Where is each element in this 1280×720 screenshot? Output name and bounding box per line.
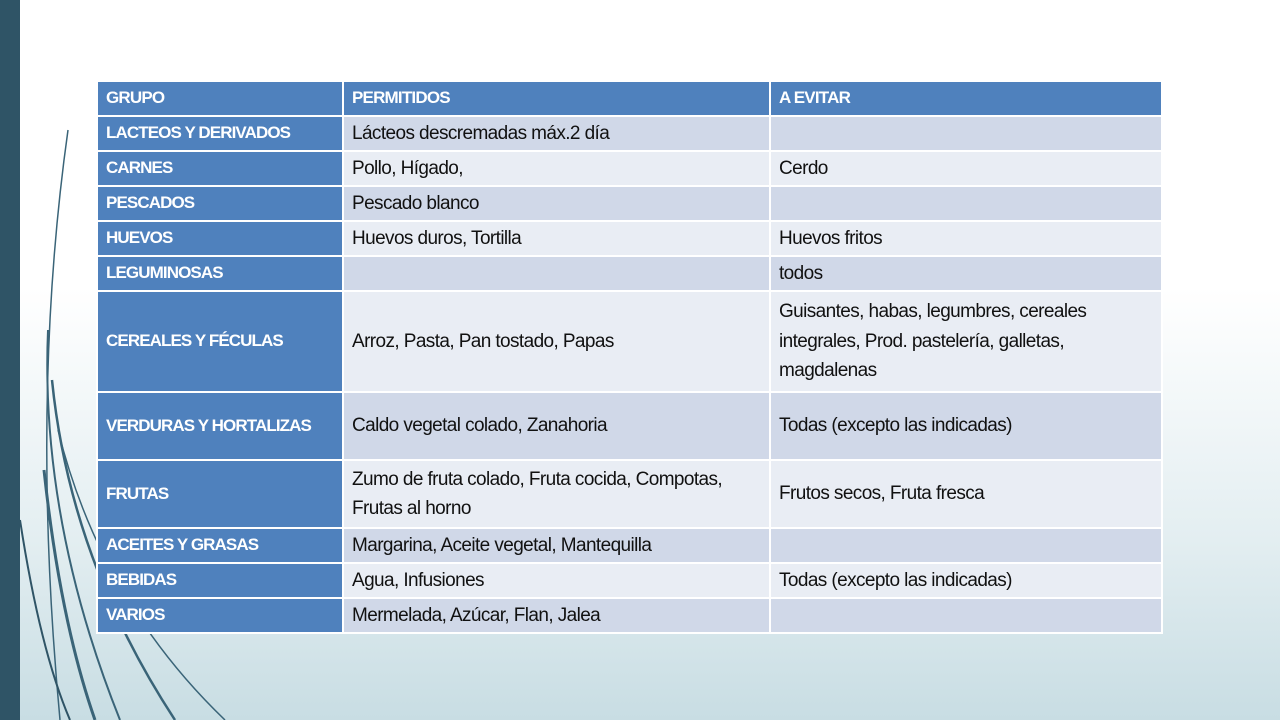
permitidos-cell: Mermelada, Azúcar, Flan, Jalea bbox=[343, 598, 770, 633]
table-row bbox=[97, 460, 1162, 528]
table-row bbox=[97, 256, 1162, 291]
permitidos-cell: Pollo, Hígado, bbox=[343, 151, 770, 186]
grupo-cell: PESCADOS bbox=[97, 186, 343, 221]
table-header-row bbox=[97, 81, 1162, 116]
header-permitidos: PERMITIDOS bbox=[343, 81, 770, 116]
grupo-cell: ACEITES Y GRASAS bbox=[97, 528, 343, 563]
evitar-cell: Todas (excepto las indicadas) bbox=[770, 563, 1162, 598]
grupo-cell: VARIOS bbox=[97, 598, 343, 633]
table-row bbox=[97, 528, 1162, 563]
evitar-cell: Todas (excepto las indicadas) bbox=[770, 392, 1162, 460]
grupo-cell: LACTEOS Y DERIVADOS bbox=[97, 116, 343, 151]
permitidos-cell: Caldo vegetal colado, Zanahoria bbox=[343, 392, 770, 460]
table-row bbox=[97, 563, 1162, 598]
evitar-cell bbox=[770, 528, 1162, 563]
diet-table bbox=[96, 80, 1163, 634]
permitidos-cell: Arroz, Pasta, Pan tostado, Papas bbox=[343, 291, 770, 392]
evitar-cell bbox=[770, 186, 1162, 221]
grupo-cell: LEGUMINOSAS bbox=[97, 256, 343, 291]
evitar-cell: todos bbox=[770, 256, 1162, 291]
permitidos-cell: Margarina, Aceite vegetal, Mantequilla bbox=[343, 528, 770, 563]
header-grupo: GRUPO bbox=[97, 81, 343, 116]
table-row bbox=[97, 291, 1162, 392]
permitidos-cell: Lácteos descremadas máx.2 día bbox=[343, 116, 770, 151]
header-evitar: A EVITAR bbox=[770, 81, 1162, 116]
table-row bbox=[97, 116, 1162, 151]
evitar-cell: Frutos secos, Fruta fresca bbox=[770, 460, 1162, 528]
evitar-cell: Guisantes, habas, legumbres, cereales integrales, Prod. pastelería, galletas, magdalenas bbox=[770, 291, 1162, 392]
grupo-cell: VERDURAS Y HORTALIZAS bbox=[97, 392, 343, 460]
evitar-cell bbox=[770, 116, 1162, 151]
evitar-cell: Cerdo bbox=[770, 151, 1162, 186]
grupo-cell: FRUTAS bbox=[97, 460, 343, 528]
permitidos-cell bbox=[343, 256, 770, 291]
table-row bbox=[97, 598, 1162, 633]
table-row bbox=[97, 221, 1162, 256]
evitar-cell: Huevos fritos bbox=[770, 221, 1162, 256]
grupo-cell: CEREALES Y FÉCULAS bbox=[97, 291, 343, 392]
permitidos-cell: Agua, Infusiones bbox=[343, 563, 770, 598]
table-row bbox=[97, 392, 1162, 460]
permitidos-cell: Huevos duros, Tortilla bbox=[343, 221, 770, 256]
table-row bbox=[97, 151, 1162, 186]
grupo-cell: CARNES bbox=[97, 151, 343, 186]
evitar-cell bbox=[770, 598, 1162, 633]
permitidos-cell: Zumo de fruta colado, Fruta cocida, Compotas, Frutas al horno bbox=[343, 460, 770, 528]
grupo-cell: HUEVOS bbox=[97, 221, 343, 256]
permitidos-cell: Pescado blanco bbox=[343, 186, 770, 221]
grupo-cell: BEBIDAS bbox=[97, 563, 343, 598]
table-row bbox=[97, 186, 1162, 221]
